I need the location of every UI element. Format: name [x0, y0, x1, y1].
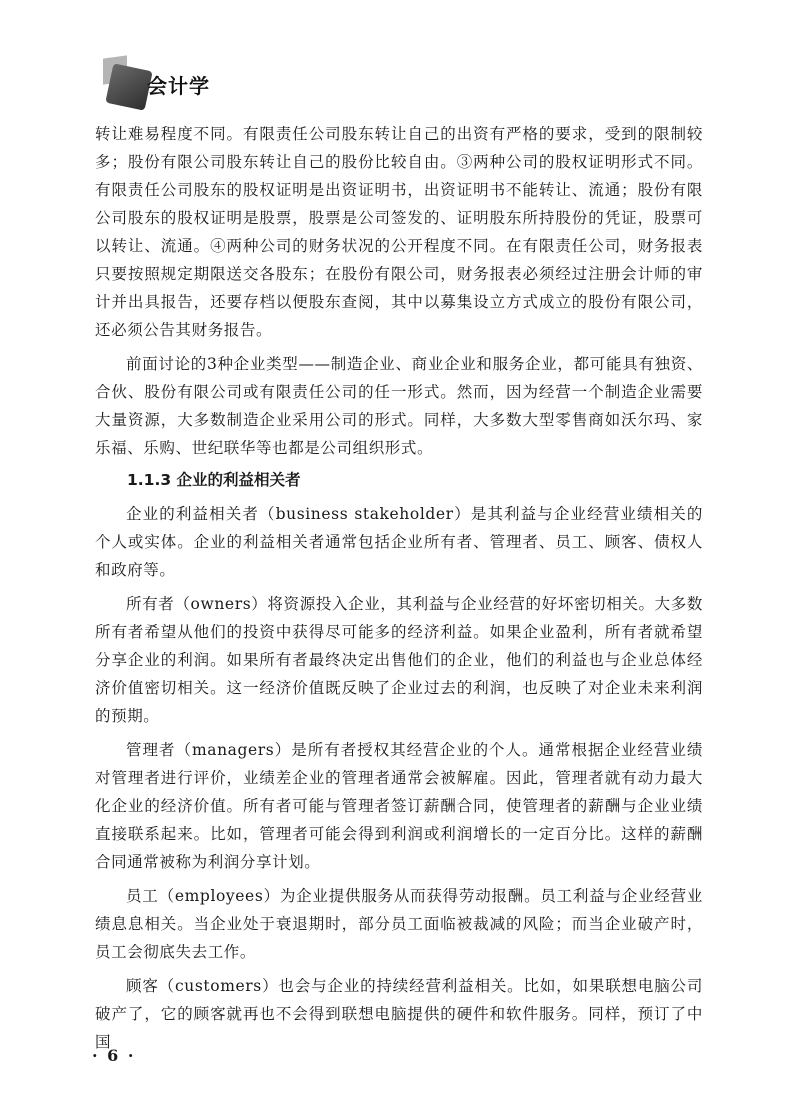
body-paragraph: 企业的利益相关者（business stakeholder）是其利益与企业经营业绩相关的个人或实体。企业的利益相关者通常包括企业所有者、管理者、员工、顾客、债权人和政府等。: [95, 505, 703, 579]
body-paragraph: 管理者（managers）是所有者授权其经营企业的个人。通常根据企业经营业绩对管理者进行评价，业绩差企业的管理者通常会被解雇。因此，管理者就有动力最大化企业的经济价值。所有者可能与管理者签订薪酬合同，使管理者的薪酬与企业业绩直接联系起来。比如，管理者可能会得到利润或利润增长的一定百分比。这样的薪酬合同通常被称为利润分享计划。: [95, 741, 703, 871]
page-body: [95, 120, 703, 1056]
section-heading: 1.1.3 企业的利益相关者: [127, 471, 301, 489]
running-header-title: 会计学: [147, 74, 210, 98]
running-header: [95, 55, 735, 115]
body-paragraph: 顾客（customers）也会与企业的持续经营利益相关。比如，如果联想电脑公司破产了，它的顾客就再也不会得到联想电脑提供的硬件和软件服务。同样，预订了中国: [95, 977, 703, 1051]
body-paragraph: 员工（employees）为企业提供服务从而获得劳动报酬。员工利益与企业经营业绩息息相关。当企业处于衰退期时，部分员工面临被裁减的风险；而当企业破产时，员工会彻底失去工作。: [95, 887, 703, 961]
body-paragraph: 转让难易程度不同。有限责任公司股东转让自己的出资有严格的要求，受到的限制较多；股份有限公司股东转让自己的股份比较自由。③两种公司的股权证明形式不同。有限责任公司股东的股权证明是出资证明书，出资证明书不能转让、流通；股份有限公司股东的股权证明是股票，股票是公司签发的、证明股东所持股份的凭证，股票可以转让、流通。④两种公司的财务状况的公开程度不同。在有限责任公司，财务报表只要按照规定期限送交各股东；在股份有限公司，财务报表必须经过注册会计师的审计并出具报告，还要存档以便股东查阅，其中以募集设立方式成立的股份有限公司，还必须公告其财务报告。: [95, 125, 703, 339]
body-paragraph: 所有者（owners）将资源投入企业，其利益与企业经营的好坏密切相关。大多数所有者希望从他们的投资中获得尽可能多的经济利益。如果企业盈利，所有者就希望分享企业的利润。如果所有者最终决定出售他们的企业，他们的利益也与企业总体经济价值密切相关。这一经济价值既反映了企业过去的利润，也反映了对企业未来利润的预期。: [95, 595, 703, 725]
body-paragraph: 前面讨论的3种企业类型——制造企业、商业企业和服务企业，都可能具有独资、合伙、股份有限公司或有限责任公司的任一形式。然而，因为经营一个制造企业需要大量资源，大多数制造企业采用公司的形式。同样，大多数大型零售商如沃尔玛、家乐福、乐购、世纪联华等也都是公司组织形式。: [95, 355, 703, 457]
page-number: · 6 ·: [92, 1046, 136, 1065]
stacked-squares-logo-icon: [95, 55, 155, 115]
